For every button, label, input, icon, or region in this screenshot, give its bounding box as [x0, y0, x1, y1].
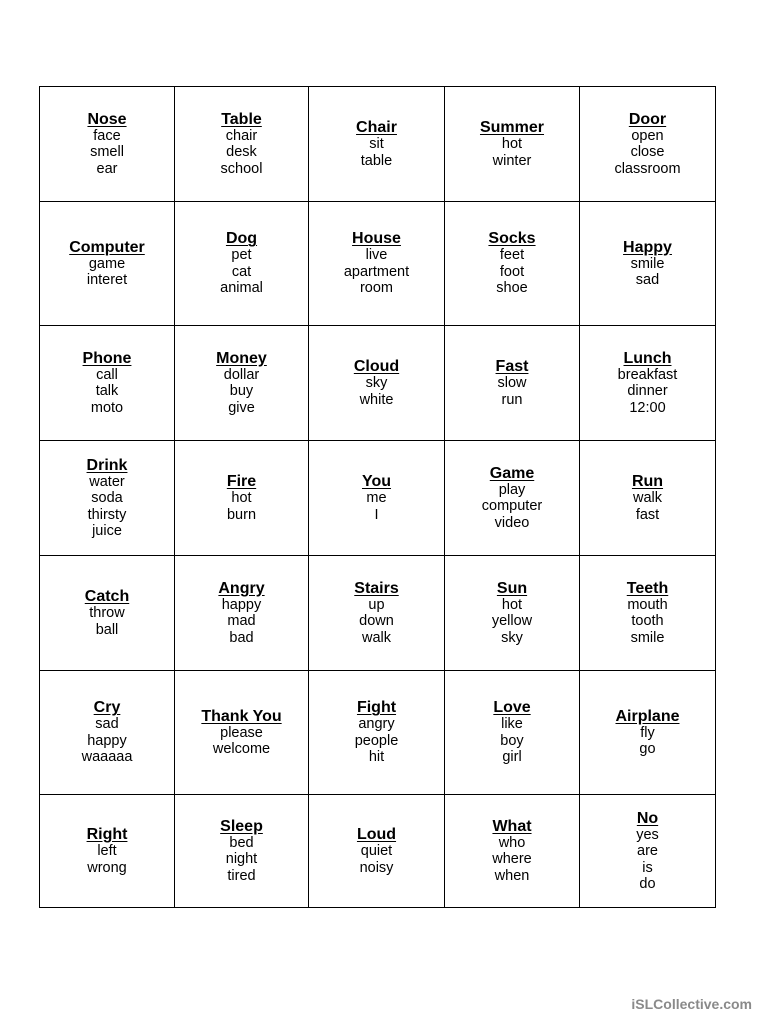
card-hint: 12:00 [629, 399, 666, 416]
card-hint: throw [89, 605, 125, 621]
card-hint: walk [632, 490, 662, 506]
card-hint: dinner [627, 383, 668, 400]
card [580, 326, 716, 441]
card-hint: is [642, 859, 653, 876]
card-hint: call [96, 366, 118, 383]
card-hint: close [630, 144, 665, 161]
card [40, 87, 175, 202]
card-hint: video [494, 514, 530, 531]
card-hint: classroom [614, 160, 681, 177]
card-word: Nose [87, 110, 127, 128]
card-word: Happy [623, 238, 672, 256]
card [175, 556, 309, 671]
card [445, 202, 580, 326]
card-word: Cloud [353, 358, 400, 375]
card-hint: breakfast [617, 366, 678, 383]
card [445, 441, 580, 556]
card-hint: mad [227, 613, 256, 630]
watermark: iSLCollective.com [631, 996, 752, 1012]
card-hint: open [631, 127, 664, 144]
card [40, 202, 175, 326]
card-word: Sleep [220, 817, 263, 835]
card-hint: foot [499, 263, 525, 280]
card [40, 441, 175, 556]
card [40, 556, 175, 671]
card-hint: thirsty [87, 506, 127, 523]
card-word: Door [628, 110, 667, 128]
card-hint: desk [226, 144, 257, 161]
card-word: Sun [496, 579, 528, 597]
card-hint: soda [91, 490, 123, 506]
card-word: Fire [226, 473, 257, 490]
card [580, 441, 716, 556]
card [309, 795, 445, 908]
card-word: Drink [86, 456, 128, 474]
card-hint: fly [640, 724, 655, 741]
card [309, 326, 445, 441]
card-hint: computer [481, 498, 543, 515]
card [309, 87, 445, 202]
card-word: Money [216, 349, 267, 367]
card-hint: talk [95, 383, 119, 400]
card-word: Computer [69, 238, 145, 256]
card-hint: smile [630, 629, 665, 646]
card-hint: pet [231, 247, 252, 264]
card [309, 556, 445, 671]
card-hint: sad [95, 716, 119, 733]
card [40, 326, 175, 441]
card-hint: people [354, 732, 399, 749]
card [175, 441, 309, 556]
card-hint: night [225, 851, 258, 868]
card-hint: white [359, 391, 394, 408]
card-word: Love [493, 699, 531, 717]
card-word: Chair [356, 119, 397, 136]
card-hint: happy [221, 596, 262, 613]
card [580, 671, 716, 795]
card [445, 326, 580, 441]
card-hint: sky [501, 629, 523, 646]
card-hint: mouth [627, 596, 668, 613]
card-word: Airplane [615, 707, 680, 725]
card-hint: are [637, 843, 658, 859]
card [175, 87, 309, 202]
card [445, 556, 580, 671]
card [445, 795, 580, 908]
card-hint: game [88, 255, 126, 272]
card [580, 87, 716, 202]
card-hint: apartment [343, 263, 410, 280]
card-hint: welcome [212, 741, 271, 757]
card-word: Teeth [626, 579, 669, 597]
card-hint: face [93, 127, 121, 144]
card-hint: boy [500, 732, 524, 749]
card-hint: juice [92, 523, 122, 539]
card-hint: wrong [87, 859, 127, 876]
card [175, 671, 309, 795]
card-hint: smile [630, 255, 665, 272]
card-hint: buy [229, 383, 254, 400]
card [580, 556, 716, 671]
card-hint: noisy [359, 859, 394, 876]
card-word: Thank You [201, 707, 282, 725]
card [309, 671, 445, 795]
card-hint: happy [87, 732, 127, 749]
card [175, 202, 309, 326]
card-word: Socks [488, 230, 536, 248]
card-hint: cat [231, 263, 252, 280]
card-hint: who [498, 834, 526, 851]
card-word: Cry [93, 699, 121, 717]
card-hint: bed [229, 834, 254, 851]
card-hint: tooth [631, 613, 664, 630]
card-word: Angry [218, 579, 265, 597]
card-word: Dog [225, 230, 258, 248]
card-hint: animal [220, 280, 263, 297]
card-hint: sky [365, 375, 388, 391]
card-hint: burn [226, 506, 257, 523]
card-hint: live [365, 247, 388, 264]
card-hint: sit [369, 136, 384, 152]
card-hint: dollar [223, 366, 260, 383]
card [580, 202, 716, 326]
card-hint: walk [361, 629, 391, 646]
card [40, 671, 175, 795]
taboo-card-grid [39, 86, 716, 908]
card-hint: me [366, 490, 387, 506]
card-hint: where [492, 851, 532, 868]
card-word: Catch [84, 588, 130, 605]
card-word: House [352, 230, 401, 248]
card-hint: shoe [496, 280, 528, 297]
card-hint: sad [635, 272, 660, 288]
card-hint: waaaaa [81, 749, 133, 766]
card-word: Fast [495, 358, 529, 375]
card-hint: water [89, 473, 125, 490]
card-word: Summer [479, 119, 545, 136]
card [445, 671, 580, 795]
card-hint: yellow [491, 613, 533, 630]
card-hint: ear [96, 160, 118, 177]
card-hint: when [494, 867, 530, 884]
card-hint: run [501, 391, 523, 408]
card-word: Fight [356, 699, 397, 717]
card-hint: room [359, 280, 394, 297]
card-hint: table [360, 152, 393, 169]
card-hint: girl [502, 749, 522, 766]
card-word: Lunch [623, 349, 672, 367]
card-hint: play [498, 481, 526, 498]
card-word: Phone [82, 349, 132, 367]
card-word: Table [221, 110, 262, 128]
card-hint: up [368, 596, 385, 613]
card-hint: down [359, 613, 394, 630]
card-hint: moto [90, 399, 124, 416]
card-hint: yes [636, 826, 659, 843]
card-hint: feet [499, 247, 525, 264]
card-hint: go [639, 741, 656, 757]
card-hint: bad [229, 629, 254, 646]
card-hint: give [228, 399, 255, 416]
card [40, 795, 175, 908]
card-hint: school [220, 160, 263, 177]
card-hint: hot [231, 490, 252, 506]
card-hint: I [374, 506, 379, 523]
card-word: Game [489, 464, 535, 482]
card [580, 795, 716, 908]
card-word: Loud [356, 826, 397, 843]
card-hint: angry [358, 716, 395, 733]
card-hint: interet [86, 272, 128, 288]
card-hint: chair [225, 127, 258, 144]
card-word: What [492, 817, 532, 835]
card [175, 795, 309, 908]
card [175, 326, 309, 441]
card-hint: like [501, 716, 523, 733]
card-hint: hit [368, 749, 385, 766]
card [445, 87, 580, 202]
card-word: Right [86, 826, 128, 843]
card-word: No [636, 809, 659, 827]
card-hint: slow [497, 375, 527, 391]
card-hint: left [97, 843, 117, 859]
card-hint: ball [95, 621, 119, 638]
card-hint: quiet [360, 843, 393, 859]
card-hint: tired [227, 867, 256, 884]
card [309, 202, 445, 326]
card-hint: please [220, 724, 263, 741]
card-hint: do [639, 876, 656, 892]
card-word: Run [631, 473, 664, 490]
card-hint: hot [501, 136, 523, 152]
card [309, 441, 445, 556]
card-hint: winter [492, 152, 532, 169]
card-hint: hot [501, 596, 523, 613]
card-hint: fast [635, 506, 660, 523]
card-hint: smell [90, 144, 124, 161]
card-word: Stairs [354, 579, 399, 597]
card-word: You [361, 473, 392, 490]
